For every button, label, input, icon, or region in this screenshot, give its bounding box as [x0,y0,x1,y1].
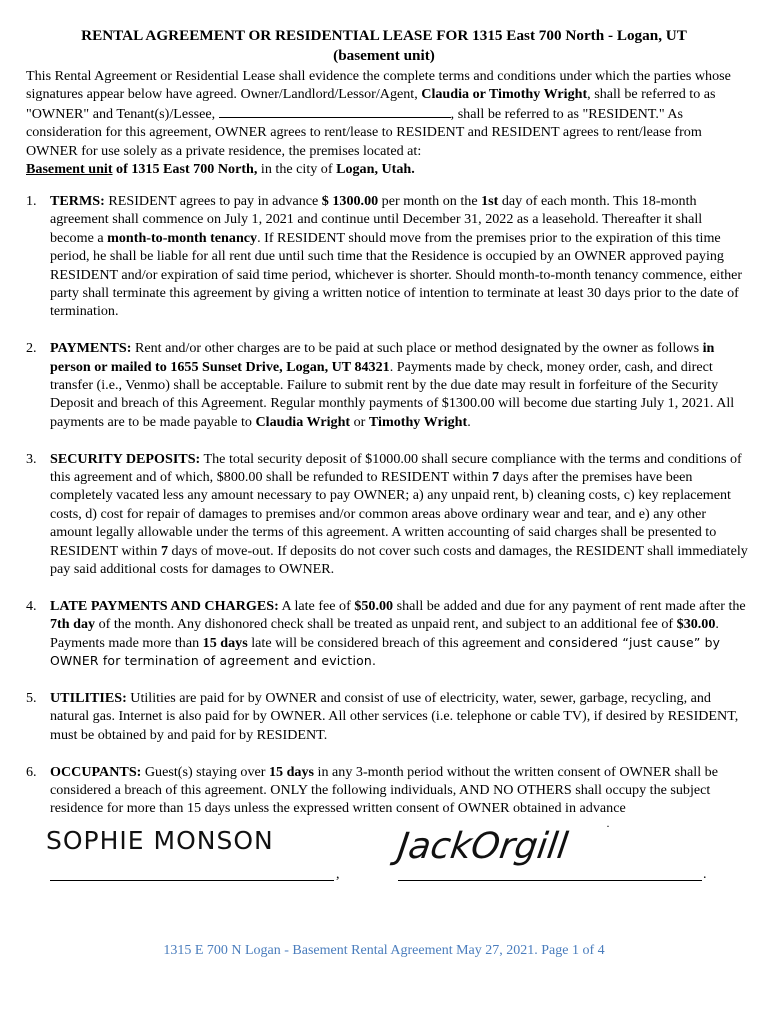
clause-text: shall be added and due for any payment of rent made after the [393,597,746,614]
clause-heading: LATE PAYMENTS AND CHARGES: [50,597,279,614]
clause-number: 1. [26,193,37,209]
clause-text: The total security deposit of $1000.00 shall secure compliance with the terms and conditions of this agreement and of which, $800.00 shall be refunded to RESIDENT within [50,450,742,486]
clause-text: . [467,413,471,430]
payee-name: Claudia Wright [255,413,351,430]
clause-number: 5. [26,689,37,706]
clause-text: . If RESIDENT should move from the premises prior to the expiration of this time period, he shall be liable for all rent due until such time that the Residence is occupied by an OWNER approved paying RESIDENT and/or expiration of said time period, whichever is shorter. Should month-to-month tenancy commence, either party shall terminate this agreement by giving a written notice of intention to terminate at least 30 days prior to the date of termination. [50,229,743,320]
tenant-name-blank[interactable] [219,104,451,118]
clause-list [26,192,748,836]
owner-names: Claudia or Timothy Wright [421,86,588,103]
clause-text: . Payments made by check, money order, cash, and direct transfer (i.e., Venmo) shall be acceptable. Failure to submit rent by the due date may result in forfeiture of the Security Deposit and breach of this Agreement. Regular monthly payments of $1300.00 will become due starting July 1, 2021. All payments are to be made payable to [50,358,735,430]
clause-terms [26,192,748,321]
clause-number: 6. [26,763,37,780]
clause-text: days of move-out. If deposits do not cover such costs and damages, the RESIDENT shall immediately pay said additional costs for damages to OWNER. [50,542,748,578]
dishonored-check-fee: $30.00 [676,616,716,633]
premises-address: of 1315 East 700 North, [112,161,258,178]
clause-text: Guest(s) staying over [141,763,269,780]
signature-comma: , [336,867,340,882]
rent-amount: $ 1300.00 [321,193,379,209]
clause-late-payments [26,597,748,671]
clause-heading: SECURITY DEPOSITS: [50,450,201,467]
accounting-days: 7 [160,542,168,559]
clause-occupants [26,763,748,818]
resident-signature-left: SOPHIE MONSON [46,826,274,855]
clause-text: day of each month. This 18-month agreement shall commence on July 1, 2021 and continue until December 31, 2022 as a leasehold. Thereafter it shall become a [50,193,703,246]
clause-text: Utilities are paid for by OWNER and consist of use of electricity, water, sewer, garbage, recycling, and natural gas. Internet is also paid for by OWNER. All other services (i.e. telephone or cable TV), if desired by RESIDENT, must be obtained by and paid for by RESIDENT. [50,689,739,743]
clause-heading: TERMS: [50,193,105,209]
intro-text: This Rental Agreement or Residential Lease shall evidence the complete terms and conditions under which the parties whose signatures appear below have agreed. Owner/Landlord/Lessor/Agent, [26,68,731,103]
payment-address: in person or mailed to 1655 Sunset Drive, Logan, UT 84321 [50,340,715,375]
rent-due-day: 1st [481,193,499,209]
signature-line-right[interactable] [398,880,702,881]
clause-number: 4. [26,597,37,614]
clause-text: RESIDENT agrees to pay in advance [104,193,322,209]
intro-text: , shall be referred to as "RESIDENT." As consideration for this agreement, OWNER agrees to rent/lease to RESIDENT and RESIDENT agrees to rent/lease from OWNER for use solely as a private residence, the premises located at: [26,105,702,159]
clause-text: per month on the [378,193,482,209]
premises-city: Logan, Utah. [336,161,415,178]
clause-utilities [26,689,748,744]
clause-text: A late fee of [278,597,355,614]
signature-period: . [703,867,707,882]
payee-name: Timothy Wright [368,413,468,430]
guest-days: 15 days [268,763,315,780]
tenancy-type: month-to-month tenancy [107,229,258,246]
clause-heading: PAYMENTS: [50,340,132,357]
clause-text: of the month. Any dishonored check shall be treated as unpaid rent, and subject to an additional fee of [95,616,677,633]
refund-days: 7 [492,469,500,486]
premises-unit: Basement unit [26,161,113,178]
page-footer: 1315 E 700 N Logan - Basement Rental Agreement May 27, 2021. Page 1 of 4 [163,943,605,958]
late-day: 7th day [50,616,96,633]
clause-text: . Payments made more than [50,616,719,651]
page-title [20,26,748,66]
clause-number: 2. [26,340,37,357]
clause-number: 3. [26,450,37,467]
clause-text: or [350,413,369,430]
clause-text: days after the premises have been completely vacated less any amount necessary to pay OWNER; a) any unpaid rent, b) cleaning costs, c) key replacement costs, d) cost for repair of damages to premises and/or common areas above ordinary wear and tear, and e) any other amount legally allowable under the terms of this agreement. A written accounting of said charges shall be presented to RESIDENT within [50,469,731,559]
resident-signature-right: JackOrgill [395,826,571,867]
late-fee: $50.00 [354,597,394,614]
stray-mark: · [606,819,610,833]
clause-text: in any 3-month period without the written consent of OWNER shall be considered a breach of this agreement. ONLY the following individuals, AND NO OTHERS shall occupy the subject residence for more than 15 days unless the expressed written consent of OWNER obtained in advance [50,763,718,817]
signature-line-left[interactable] [50,880,334,881]
clause-security-deposits [26,450,748,579]
title-line-2: (basement unit) [333,47,435,64]
clause-text: Rent and/or other charges are to be paid at such place or method designated by the owner as follows [131,340,703,357]
clause-heading: OCCUPANTS: [50,763,142,780]
intro-text: , shall be referred to as "OWNER" and Tenant(s)/Lessee, [26,86,716,122]
title-line-1: RENTAL AGREEMENT OR RESIDENTIAL LEASE FOR 1315 East 700 North - Logan, UT [81,27,687,44]
breach-days: 15 days [202,634,248,651]
clause-heading: UTILITIES: [50,689,127,706]
clause-text: late will be considered breach of this agreement and [247,634,549,651]
clause-text-alt-font: considered “just cause” by OWNER for termination of agreement and eviction. [50,634,721,669]
clause-payments [26,339,748,431]
intro-paragraph [26,67,748,178]
intro-text: in the city of [257,161,337,178]
